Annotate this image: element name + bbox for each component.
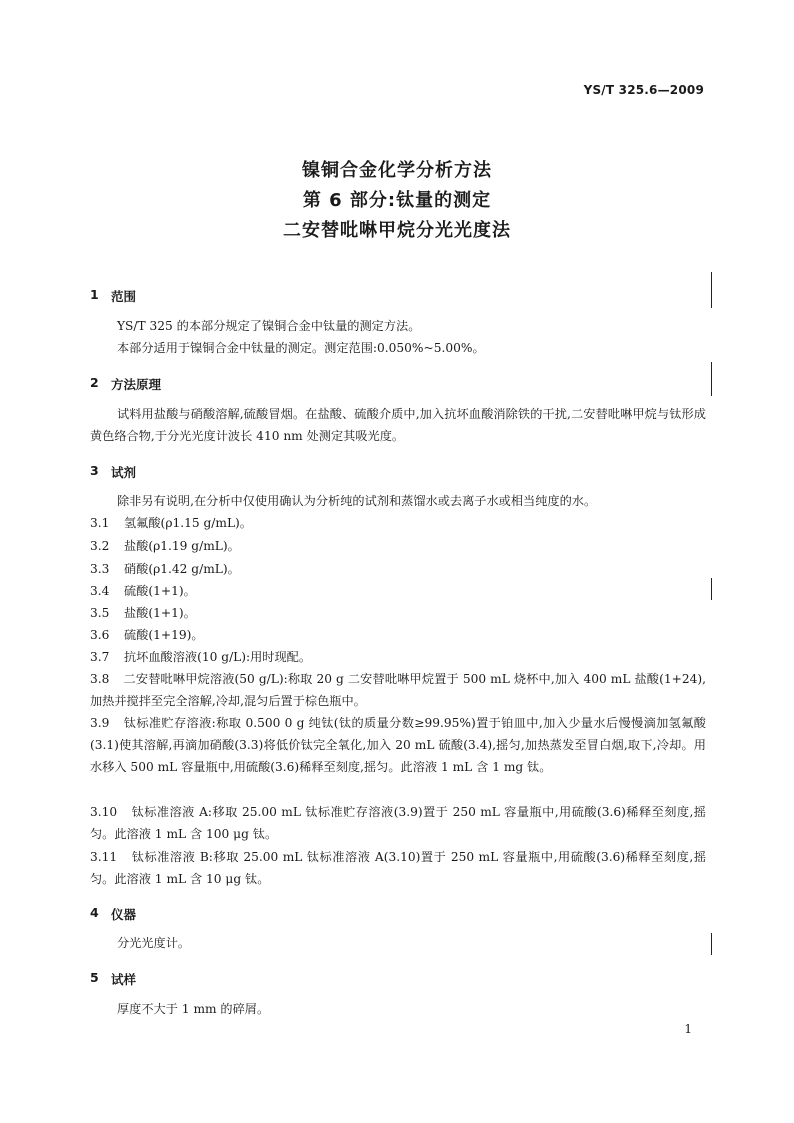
clause-number: 3.9: [90, 716, 110, 730]
section-number: 3: [90, 463, 99, 478]
clause-number: 3.4: [90, 584, 110, 598]
clause-number: 3.2: [90, 539, 110, 553]
paragraph: 分光光度计。: [117, 936, 191, 950]
clause-number: 3.6: [90, 628, 110, 642]
clause-number: 3.11: [90, 850, 118, 864]
clause-text: 氢氟酸(ρ1.15 g/mL)。: [124, 516, 252, 530]
clause-number: 3.3: [90, 562, 110, 576]
document-subtitle-part: 第 6 部分:钛量的测定: [302, 190, 492, 211]
change-bar: [711, 933, 712, 955]
section-heading: 试样: [111, 972, 137, 987]
document-title: 镍铜合金化学分析方法: [302, 160, 492, 181]
clause-text: 钛标准溶液 A:移取 25.00 mL 钛标准贮存溶液(3.9)置于 250 mL 容量瓶中,用硫酸(3.6)稀释至刻度,摇匀。此溶液 1 mL 含 100 μg 钛。: [90, 805, 706, 841]
clause-text: 钛标准贮存溶液:称取 0.500 0 g 纯钛(钛的质量分数≥99.95%)置于铂皿中,加入少量水后慢慢滴加氢氟酸(3.1)使其溶解,再滴加硝酸(3.3)将低价钛完全氧化,加入 20 mL 硫酸(3.4),摇匀,加热蒸发至冒白烟,取下,冷却。用水移入 500 mL 容量瓶中,用硫酸(3.6)稀释至刻度,摇匀。此溶液 1 mL 含 1 mg 钛。: [90, 716, 706, 774]
section-heading: 仪器: [111, 907, 137, 922]
section-heading: 方法原理: [111, 377, 162, 392]
clause-text: 抗坏血酸溶液(10 g/L):用时现配。: [124, 650, 312, 664]
clause-text: 硫酸(1+1)。: [124, 584, 196, 598]
clause: [90, 668, 706, 712]
section-number: 2: [90, 375, 99, 390]
clause-number: 3.5: [90, 606, 110, 620]
clause-number: 3.1: [90, 516, 110, 530]
document-subtitle-method: 二安替吡啉甲烷分光光度法: [283, 220, 511, 241]
section-heading: 范围: [111, 289, 137, 304]
paragraph: 本部分适用于镍铜合金中钛量的测定。测定范围:0.050%~5.00%。: [117, 341, 485, 355]
change-bar: [711, 362, 712, 396]
clause-number: 3.7: [90, 650, 110, 664]
change-bar: [711, 578, 712, 600]
clause-text: 钛标准溶液 B:移取 25.00 mL 钛标准溶液 A(3.10)置于 250 mL 容量瓶中,用硫酸(3.6)稀释至刻度,摇匀。此溶液 1 mL 含 10 μg 钛。: [90, 850, 707, 886]
change-bar: [711, 272, 712, 308]
clause-text: 盐酸(1+1)。: [124, 606, 196, 620]
clause-text: 硫酸(1+19)。: [124, 628, 204, 642]
paragraph: YS/T 325 的本部分规定了镍铜合金中钛量的测定方法。: [117, 319, 421, 333]
clause: [90, 801, 706, 845]
page-number: 1: [684, 1022, 692, 1036]
section-number: 5: [90, 970, 99, 985]
clause-text: 硝酸(ρ1.42 g/mL)。: [124, 562, 240, 576]
clause-number: 3.8: [90, 672, 110, 686]
section-number: 1: [90, 287, 99, 302]
clause-text: 二安替吡啉甲烷溶液(50 g/L):称取 20 g 二安替吡啉甲烷置于 500 mL 烧杯中,加入 400 mL 盐酸(1+24),加热并搅拌至完全溶解,冷却,混匀后置于棕色瓶中。: [90, 672, 706, 708]
section-number: 4: [90, 905, 99, 920]
clause-number: 3.10: [90, 805, 118, 819]
clause-text: 盐酸(ρ1.19 g/mL)。: [124, 539, 240, 553]
paragraph: 除非另有说明,在分析中仅使用确认为分析纯的试剂和蒸馏水或去离子水或相当纯度的水。: [117, 494, 597, 508]
paragraph: 厚度不大于 1 mm 的碎屑。: [117, 1002, 270, 1016]
standard-number: YS/T 325.6—2009: [583, 83, 704, 97]
section-heading: 试剂: [111, 465, 137, 480]
paragraph: 试料用盐酸与硝酸溶解,硫酸冒烟。在盐酸、硫酸介质中,加入抗坏血酸消除铁的干扰,二安替吡啉甲烷与钛形成黄色络合物,于分光光度计波长 410 nm 处测定其吸光度。: [90, 407, 706, 443]
clause: [90, 712, 706, 778]
clause: [90, 846, 706, 890]
